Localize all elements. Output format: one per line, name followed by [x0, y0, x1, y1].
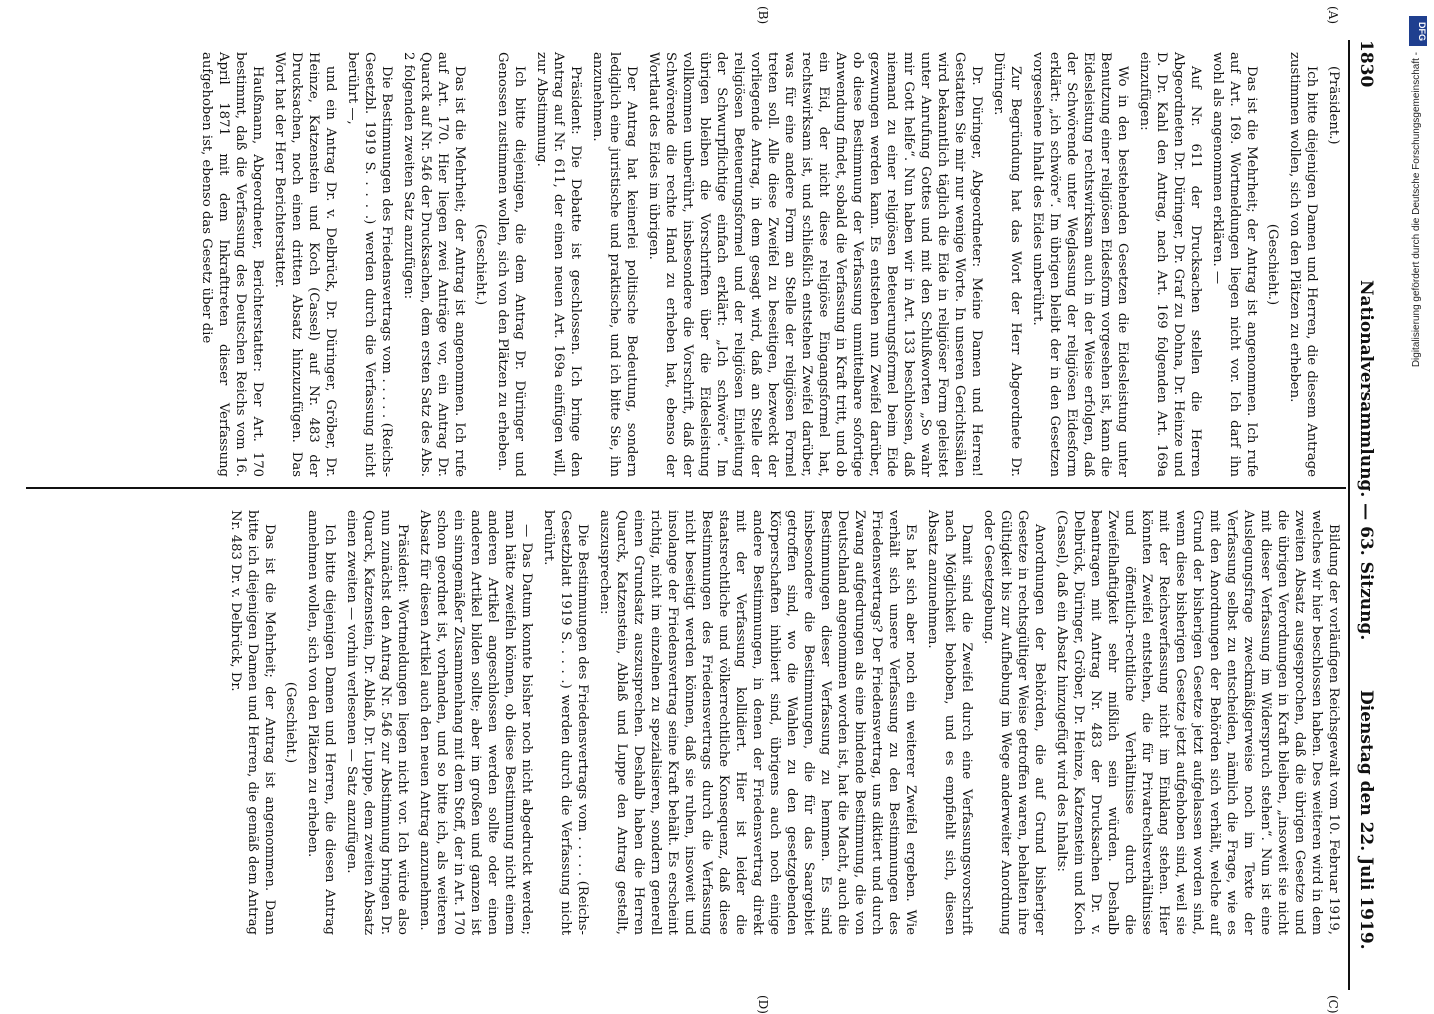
rotated-document-page: [20, 6, 1380, 1014]
paragraph: (Geschieht.): [283, 681, 298, 764]
dfg-logo: DFG: [1409, 16, 1427, 46]
paragraph: Die Bestimmungen des Friedensvertrags vom . . . . . (Reichs-Gesetzbl. 1919 S. . . . .) werden durch die Verfassung nicht berührt —,: [345, 52, 394, 477]
paragraph: Anordnungen der Behörden, die auf Grund bisheriger Gesetze in rechtsgültiger Weise getroffen waren, behalten ihre Gültigkeit bis zur Aufhebung im Wege anderweiter Anordnung oder Gesetzgebung.: [981, 510, 1047, 935]
paragraph: Dr. Düringer, Abgeordneter: Meine Damen und Herren! Gestatten Sie mir nur wenige Worte. In unseren Gerichtssälen wird bekanntlich täglich die Eide in religiöser Form geleistet unter Anrufung Gottes und mit den Schlußworten „So wahr mir Gott helfe“. Nun haben wir in Art. 133 beschlossen, daß niemand zu einer religiösen Beteuerungsformel beim Eide gezwungen werden kann. Es entstehen nun Zweifel darüber, ob diese Bestimmung der Verfassung unmittelbare sofortige Anwendung findet, sobald die Verfassung in Kraft tritt, und ob ein Eid, der nicht diese religiöse Eingangsformel hat, rechtswirksam ist, und schließlich entstehen Zweifel darüber, was für eine andere Form an Stelle der religiösen Formel treten soll. Alle diese Zweifel zu beseitigen, bezweckt der vorliegende Antrag, in dem gesagt wird, daß an Stelle der religiösen Beteuerungsformel und der religiösen Einleitung der Schwurpflichtige einfach erklärt: „Ich schwöre“. Im übrigen bleiben die Vorschriften über die Eidesleistung vollkommen unberührt, insbesondere die Vorschrift, daß der Schwörende die rechte Hand zu erheben hat, ebenso der Wortlaut des Eides im übrigen.: [646, 52, 984, 477]
right-text-column: [222, 510, 1342, 935]
margin-marker-a: (A): [1326, 6, 1340, 25]
paragraph: Das ist die Mehrheit; der Antrag ist angenommen. Dann bitte ich diejenigen Damen und Herren, die gemäß dem Antrag Nr. 483 Dr. v. Delbrück, Dr.: [228, 510, 277, 935]
paragraph: Präsident: Wortmeldungen liegen nicht vor. Ich würde also nun zunächst den Antrag Nr. 546 zur Abstimmung bringen Dr. Quarck, Katzenstein, Dr. Ablaß, Dr. Luppe, dem zweiten Absatz einen zweiten — vorhin verlesenen — Satz anzufügen.: [344, 510, 410, 935]
paragraph: Die Bestimmungen des Friedensvertrags vom . . . . . (Reichs-Gesetzblatt 1919 S. . . . .) werden durch die Verfassung nicht berührt.: [541, 510, 590, 935]
paragraph: und ein Antrag Dr. v. Delbrück, Dr. Düringer, Gröber, Dr. Heinze, Katzenstein und Koch (Cassel) auf Nr. 483 der Drucksachen, noch einen dritten Absatz hinzuzufügen. Das Wort hat der Herr Berichterstatter.: [272, 52, 338, 477]
paragraph: Bildung der vorläufigen Reichsgewalt vom 10. Februar 1919, welches wir hier beschlossen haben. Des weiteren wird in dem zweiten Absatz ausgesprochen, daß die übrigen Gesetze und die übrigen Verordnungen in Kraft bleiben, „insoweit sie nicht mit dieser Verfassung im Widerspruch stehen“. Nun ist eine Auslegungsfrage zweckmäßigerweise noch im Texte der Verfassung selbst zu entscheiden, nämlich die Frage, wie es mit den Anordnungen der Behörden sich verhält, welche auf Grund der bisherigen Gesetze jetzt aufgelassen worden sind, wenn diese bisherigen Gesetze jetzt aufgehoben sind, weil sie mit der Reichsverfassung nicht im Einklang stehen. Hier könnten Zweifel entstehen, die für Privatrechtsverhältnisse und öffentlich-rechtliche Verhältnisse durch die Zweifelhaftigkeit sehr mißlich sein würden. Deshalb beantragen mit Antrag Nr. 483 der Drucksachen Dr. v. Delbrück, Düringer, Gröber, Dr. Heinze, Katzenstein und Koch (Cassel), daß ein Absatz hinzugefügt wird des Inhalts:: [1054, 510, 1341, 935]
paragraph: Ich bitte diejenigen Damen und Herren, die diesem Antrage zustimmen wollen, sich von den Plätzen zu erheben.: [1287, 52, 1319, 477]
paragraph: Ich bitte diejenigen, die dem Antrag Dr. Düringer und Genossen zustimmen wollen, sich von den Plätzen zu erheben.: [495, 52, 527, 477]
credit-text: Digitalisierung gefördert durch die Deutsche Forschungsgemeinschaft -: [1411, 52, 1422, 368]
left-text-column: [193, 52, 1342, 477]
margin-marker-c: (C): [1326, 995, 1340, 1014]
margin-marker-b: (B): [756, 6, 770, 25]
column-divider: [26, 487, 1346, 489]
paragraph: Wo in den bestehenden Gesetzen die Eidesleistung unter Benutzung einer religiösen Eidesform vorgesehen ist, kann die Eidesleistung rechtswirksam auch in der Weise erfolgen, daß der Schwörende unter Weglassung der religiösen Eidesform erklärt: „ich schwöre“. Im übrigen bleibt der in den Gesetzen vorgesehene Inhalt des Eides unberührt.: [1030, 52, 1130, 477]
page-header: [1348, 40, 1380, 990]
paragraph: Ich bitte diejenigen Damen und Herren, die diesen Antrag annehmen wollen, sich von den Plätzen zu erheben.: [305, 510, 337, 935]
paragraph: (Geschieht.): [1265, 223, 1280, 306]
paragraph: Präsident: Die Debatte ist geschlossen. Ich bringe den Antrag auf Nr. 611, der einen neuen Art. 169a einfügen will, zur Abstimmung.: [534, 52, 583, 477]
digitization-credit: [1407, 8, 1429, 992]
paragraph: Es hat sich aber noch ein weiterer Zweifel ergeben. Wie verhält sich unsere Verfassung zu den Bestimmungen des Friedensvertrags? Der Friedensvertrag, uns diktiert und durch Zwang aufgedrungen als eine bindende Bestimmung, die von Deutschland angenommen worden ist, hat die Macht, auch die Bestimmungen dieser Verfassung zu hemmen. Es sind insbesondere die Bestimmungen, die für das Saargebiet getroffen sind, wo die Wahlen zu den gesetzgebenden Körperschaften inhibiert sind, übrigens auch noch einige andere Bestimmungen, in denen der Friedensvertrag direkt mit der Verfassung kollidiert. Hier ist leider die staatsrechtliche und völkerrechtliche Konsequenz, daß diese Bestimmungen des Friedensvertrags durch die Verfassung nicht beseitigt werden können, daß sie ruhen, insoweit und insolange der Friedensvertrag seine Kraft behält. Es erscheint richtig, nicht im einzelnen zu spezialisieren, sondern generell einen Grundsatz auszusprechen. Deshalb haben die Herren Quarck, Katzenstein, Ablaß und Luppe den Antrag gestellt, auszusprechen:: [597, 510, 918, 935]
paragraph: Der Antrag hat keinerlei politische Bedeutung, sondern lediglich eine juristische und praktische, und ich bitte Sie, ihn anzunehmen.: [590, 52, 639, 477]
margin-marker-d: (D): [756, 995, 770, 1014]
paragraph: (Präsident.): [1326, 66, 1341, 145]
paragraph: Das ist die Mehrheit; der Antrag ist angenommen. Ich rufe auf Art. 169. Wortmeldungen liegen nicht vor. Ich darf ihn wohl als angenommen erklären. —: [1210, 52, 1259, 477]
paragraph: — Das Datum konnte bisher noch nicht abgedruckt werden; man hätte zweifeln können, ob diese Bestimmung nicht einem anderen Artikel angeschlossen werden sollte oder einen anderen Artikel bilden sollte; aber im großen und ganzen ist ein sinngemäßer Zusammenhang mit dem Stoff, der in Art. 170 schon geordnet ist, vorhanden, und so bitte ich, als weiteren Absatz für diesen Artikel auch den neuen Antrag anzunehmen.: [417, 510, 534, 935]
page-number: 1830: [1356, 40, 1376, 88]
paragraph: Damit sind die Zweifel durch eine Verfassungsvorschrift nach Möglichkeit behoben, und es empfiehlt sich, diesen Absatz anzunehmen.: [925, 510, 974, 935]
session-date: Dienstag den 22. Juli 1919.: [1356, 690, 1376, 950]
paragraph: (Geschieht.): [473, 223, 488, 306]
paragraph: Auf Nr. 611 der Drucksachen stellen die Herren Abgeordneten Dr. Düringer, Dr. Graf zu Dohna, Dr. Heinze und D. Dr. Kahl den Antrag, nach Art. 169 folgenden Art. 169a einzufügen:: [1137, 52, 1203, 477]
paragraph: Haußmann, Abgeordneter, Berichterstatter: Der Art. 170 bestimmt, daß die Verfassung des Deutschen Reichs vom 16. April 1871 mit dem Inkrafttreten dieser Verfassung aufgehoben ist, ebenso das Gesetz über die: [199, 52, 265, 477]
paragraph: Das ist die Mehrheit; der Antrag ist angenommen. Ich rufe auf Art. 170. Hier liegen zwei Anträge vor, ein Antrag Dr. Quarck auf Nr. 546 der Drucksachen, dem ersten Satz des Abs. 2 folgenden zweiten Satz anzufügen:: [401, 52, 467, 477]
paragraph: Zur Begründung hat das Wort der Herr Abgeordnete Dr. Düringer.: [991, 52, 1023, 477]
session-title: Nationalversammlung. — 63. Sitzung.: [1356, 280, 1376, 641]
